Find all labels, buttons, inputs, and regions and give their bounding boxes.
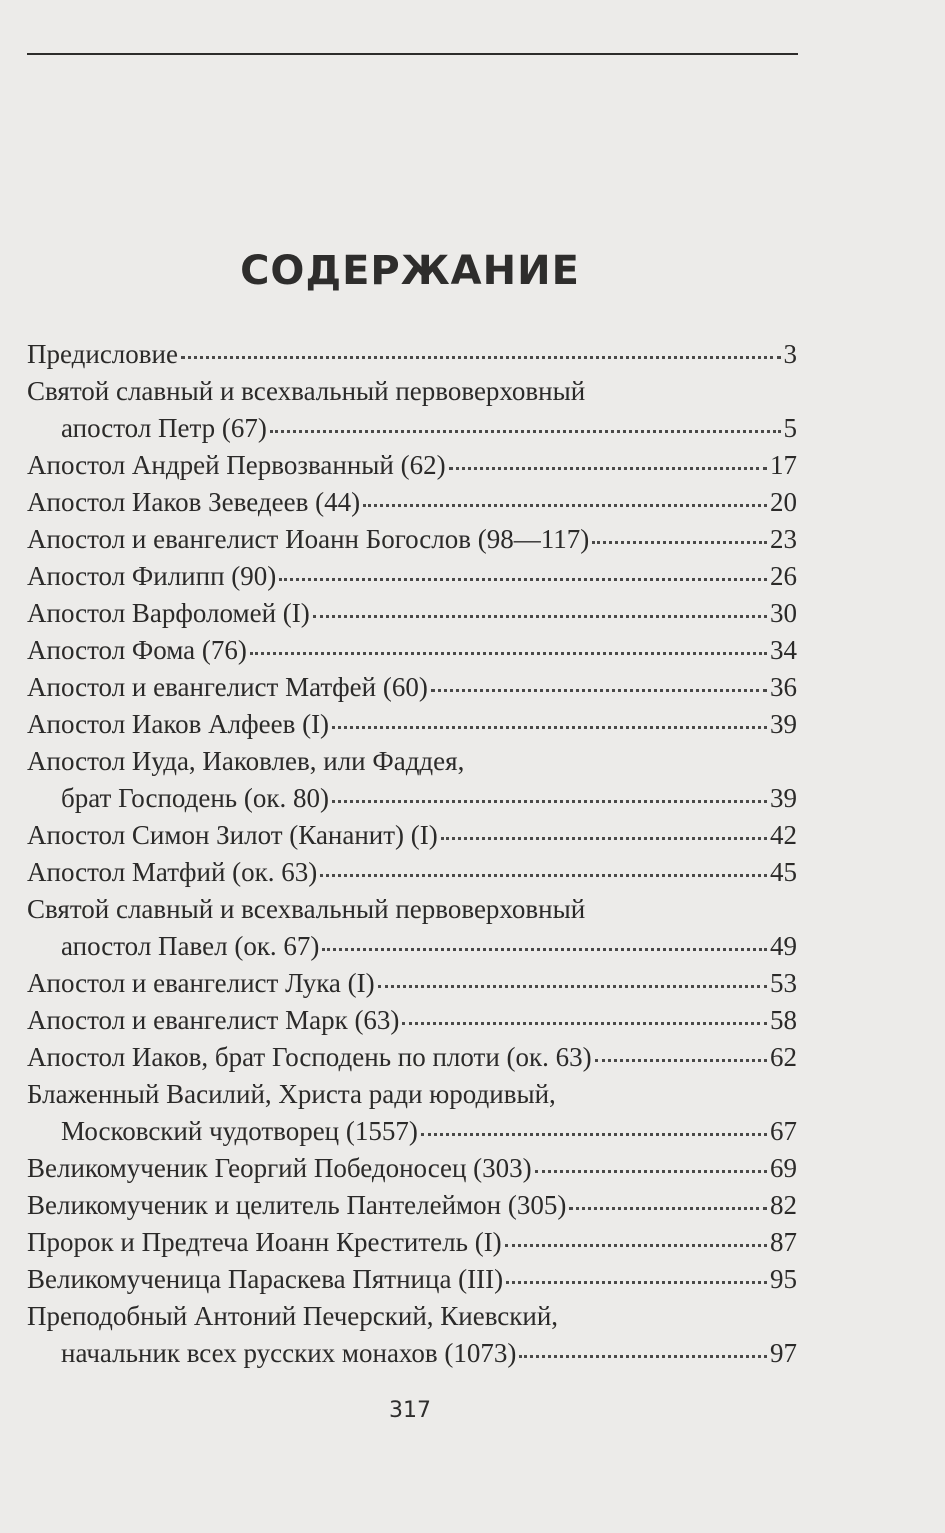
table-of-contents [27,336,797,1372]
toc-entry-line [27,669,797,706]
toc-entry-title-line: Преподобный Антоний Печерский, Киевский, [27,1301,559,1331]
toc-entry-title-line: Блаженный Василий, Христа ради юродивый, [27,1079,556,1109]
toc-entry-title: Апостол Иаков Алфеев (I) [27,709,330,739]
toc-entry [27,891,797,965]
toc-entry [27,1076,797,1150]
toc-entry-page: 39 [770,783,797,813]
dot-leader [595,1039,767,1066]
toc-entry-title: Апостол Иаков Зеведеев (44) [27,487,361,517]
toc-entry-line [27,780,797,817]
dot-leader [378,965,767,992]
toc-entry-page: 5 [783,413,797,443]
toc-entry [27,1261,797,1298]
toc-entry [27,965,797,1002]
page-number: 317 [389,1398,431,1423]
toc-entry-line [27,558,797,595]
toc-entry-line [27,336,797,373]
toc-entry [27,336,797,373]
toc-entry-title: Апостол Андрей Первозванный (62) [27,450,446,480]
toc-entry-title: Апостол Фома (76) [27,635,247,665]
toc-entry-page: 82 [770,1190,797,1220]
toc-entry-title: Великомученик и целитель Пантелеймон (305) [27,1190,567,1220]
dot-leader [363,484,767,511]
toc-entry-page: 45 [770,857,797,887]
toc-entry [27,669,797,706]
toc-entry-title-line: Святой славный и всехвальный первоверховный [27,376,586,406]
toc-entry [27,558,797,595]
dot-leader [270,410,781,437]
dot-leader [535,1150,767,1177]
toc-entry [27,632,797,669]
dot-leader [505,1224,767,1251]
toc-entry-page: 69 [770,1153,797,1183]
dot-leader [322,928,767,955]
toc-entry-line [27,928,797,965]
toc-entry-page: 39 [770,709,797,739]
dot-leader [569,1187,767,1214]
toc-entry-title: Апостол и евангелист Матфей (60) [27,672,428,702]
toc-entry-line [27,1002,797,1039]
toc-entry-title: Апостол Филипп (90) [27,561,277,591]
dot-leader [431,669,767,696]
toc-entry-page: 23 [770,524,797,554]
toc-entry-line [27,521,797,558]
toc-entry-page: 97 [770,1338,797,1368]
toc-entry-line [27,447,797,484]
toc-entry-page: 87 [770,1227,797,1257]
toc-entry-title: Апостол Симон Зилот (Кананит) (I) [27,820,438,850]
toc-entry-line [27,854,797,891]
toc-entry-line [27,1039,797,1076]
dot-leader [313,595,767,622]
toc-entry-title: Предисловие [27,339,178,369]
toc-entry-title: Пророк и Предтеча Иоанн Креститель (I) [27,1227,502,1257]
toc-entry-page: 62 [770,1042,797,1072]
dot-leader [402,1002,767,1029]
toc-entry-title: апостол Петр (67) [61,413,267,443]
dot-leader [441,817,767,844]
toc-entry-title: Апостол и евангелист Иоанн Богослов (98—117) [27,524,590,554]
toc-entry-page: 30 [770,598,797,628]
page-title: СОДЕРЖАНИЕ [240,248,580,294]
dot-leader [320,854,767,881]
toc-entry [27,521,797,558]
toc-entry-title: брат Господень (ок. 80) [61,783,329,813]
toc-entry-line [27,706,797,743]
toc-entry-line [27,632,797,669]
toc-entry-page: 26 [770,561,797,591]
toc-entry-title: начальник всех русских монахов (1073) [61,1338,517,1368]
toc-entry-title: Великомученица Параскева Пятница (III) [27,1264,504,1294]
toc-entry-title: Великомученик Георгий Победоносец (303) [27,1153,532,1183]
toc-entry [27,706,797,743]
dot-leader [421,1113,767,1140]
toc-entry [27,1039,797,1076]
toc-entry-page: 58 [770,1005,797,1035]
toc-entry [27,1150,797,1187]
toc-entry [27,595,797,632]
dot-leader [279,558,767,585]
toc-entry-page: 67 [770,1116,797,1146]
toc-entry-page: 17 [770,450,797,480]
toc-entry-line [27,595,797,632]
toc-entry-page: 3 [783,339,797,369]
toc-entry-title: апостол Павел (ок. 67) [61,931,320,961]
toc-entry [27,1298,797,1372]
dot-leader [332,780,767,807]
toc-entry-line [27,1150,797,1187]
toc-entry [27,1002,797,1039]
toc-entry [27,373,797,447]
toc-entry [27,854,797,891]
toc-entry-line [27,1224,797,1261]
toc-entry-title: Апостол и евангелист Марк (63) [27,1005,400,1035]
toc-entry [27,743,797,817]
toc-entry-title: Апостол Варфоломей (I) [27,598,310,628]
toc-entry-page: 49 [770,931,797,961]
toc-entry [27,484,797,521]
toc-entry-page: 20 [770,487,797,517]
toc-entry-title: Апостол и евангелист Лука (I) [27,968,375,998]
toc-entry-title-line: Апостол Иуда, Иаковлев, или Фаддея, [27,746,465,776]
toc-entry [27,447,797,484]
toc-entry [27,1224,797,1261]
toc-entry-line [27,1335,797,1372]
toc-entry-page: 95 [770,1264,797,1294]
toc-entry-line [27,1113,797,1150]
toc-entry-line [27,1261,797,1298]
toc-entry-line [27,965,797,1002]
toc-entry-line [27,484,797,521]
toc-entry-line [27,1187,797,1224]
toc-entry-title: Апостол Иаков, брат Господень по плоти (ок. 63) [27,1042,592,1072]
dot-leader [250,632,767,659]
dot-leader [332,706,767,733]
dot-leader [506,1261,767,1288]
toc-entry-title: Апостол Матфий (ок. 63) [27,857,318,887]
toc-entry-page: 53 [770,968,797,998]
dot-leader [449,447,767,474]
toc-entry-page: 34 [770,635,797,665]
toc-entry-title-line: Святой славный и всехвальный первоверховный [27,894,586,924]
toc-entry-page: 36 [770,672,797,702]
toc-entry-line [27,410,797,447]
toc-entry [27,1187,797,1224]
dot-leader [519,1335,767,1362]
toc-entry-line [27,817,797,854]
top-rule [27,53,798,55]
toc-entry-title: Московский чудотворец (1557) [61,1116,418,1146]
dot-leader [181,336,781,363]
toc-entry-page: 42 [770,820,797,850]
dot-leader [592,521,767,548]
toc-entry [27,817,797,854]
